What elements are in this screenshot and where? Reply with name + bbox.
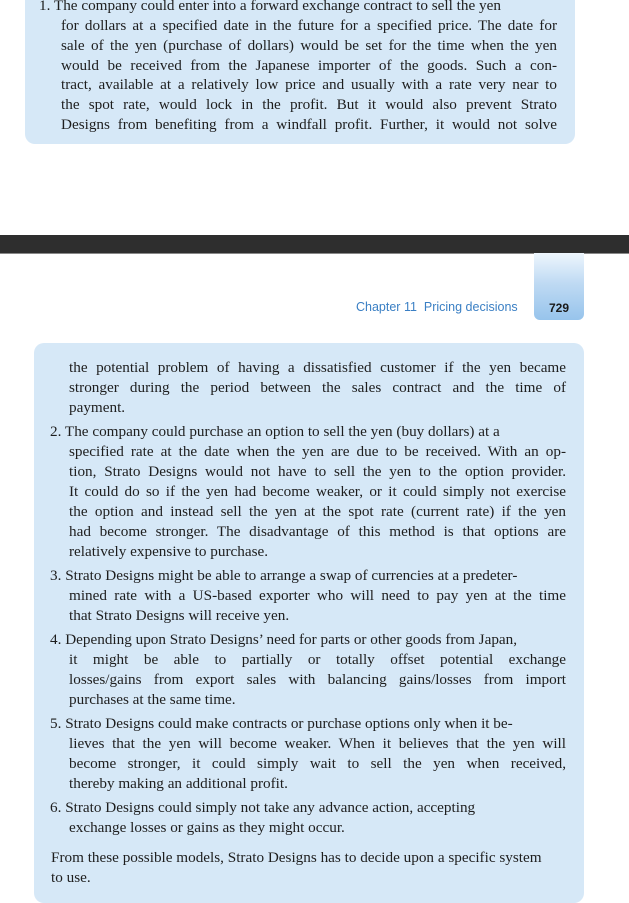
- closing-paragraph-line: to use.: [51, 869, 91, 886]
- text-line: that Strato Designs will receive yen.: [69, 607, 290, 624]
- list-item-2-first-line: 2. The company could purchase an option to sell the yen (buy dollars) at a: [50, 423, 500, 440]
- text-line: specified rate at the date when the yen are due to be received. With an op-: [69, 443, 566, 460]
- text-line: for dollars at a specified date in the future for a specified price. The date for: [61, 17, 557, 34]
- text-line: It could do so if the yen had become weaker, or it could simply not exercise: [69, 483, 566, 500]
- text-line: exchange losses or gains as they might occur.: [69, 819, 345, 836]
- text-line: the option and instead sell the yen at the spot rate (current rate) if the yen: [69, 503, 566, 520]
- text-line: relatively expensive to purchase.: [69, 543, 269, 560]
- text-line: 1. The company could enter into a forward exchange contract to sell the yen: [39, 0, 501, 14]
- page-number: 729: [548, 301, 570, 315]
- list-item-4-first-line: 4. Depending upon Strato Designs’ need for parts or other goods from Japan,: [50, 631, 518, 648]
- list-item-3-first-line: 3. Strato Designs might be able to arrange a swap of currencies at a predeter-: [50, 567, 518, 584]
- text-line: mined rate with a US-based exporter who will need to pay yen at the time: [69, 587, 566, 604]
- chapter-label: Chapter 11: [356, 300, 417, 314]
- text-line: stronger during the period between the sales contract and the time of: [69, 379, 566, 396]
- text-line: the potential problem of having a dissatisfied customer if the yen became: [69, 359, 566, 376]
- text-line: become stronger, it could simply wait to sell the yen when received,: [69, 755, 566, 772]
- text-line: payment.: [69, 399, 126, 416]
- text-line: sale of the yen (purchase of dollars) would be set for the time when the yen: [61, 37, 557, 54]
- text-line: the spot rate, would lock in the profit. But it would also prevent Strato: [61, 96, 557, 113]
- text-line: had become stronger. The disadvantage of this method is that options are: [69, 523, 566, 540]
- section-title: Pricing decisions: [423, 300, 518, 314]
- text-line: Designs from benefiting from a windfall profit. Further, it would not solve: [61, 116, 557, 133]
- list-item-5-first-line: 5. Strato Designs could make contracts or purchase options only when it be-: [50, 715, 513, 732]
- text-line: it might be able to partially or totally offset potential exchange: [69, 651, 566, 668]
- page-divider: [0, 235, 629, 254]
- closing-paragraph-line: From these possible models, Strato Designs has to decide upon a specific system: [51, 849, 542, 866]
- text-line: tion, Strato Designs would not have to sell the yen to the option provider.: [69, 463, 566, 480]
- text-line: losses/gains from export sales with balancing gains/losses from import: [69, 671, 566, 688]
- text-line: thereby making an additional profit.: [69, 775, 288, 792]
- text-line: lieves that the yen will become weaker. When it believes that the yen will: [69, 735, 566, 752]
- text-line: tract, available at a relatively low price and usually with a rate very near to: [61, 76, 557, 93]
- text-line: would be received from the Japanese importer of the goods. Such a con-: [61, 57, 557, 74]
- list-item-6-first-line: 6. Strato Designs could simply not take any advance action, accepting: [50, 799, 476, 816]
- text-line: purchases at the same time.: [69, 691, 236, 708]
- page-number-tab: [534, 253, 584, 320]
- running-header: [356, 300, 518, 314]
